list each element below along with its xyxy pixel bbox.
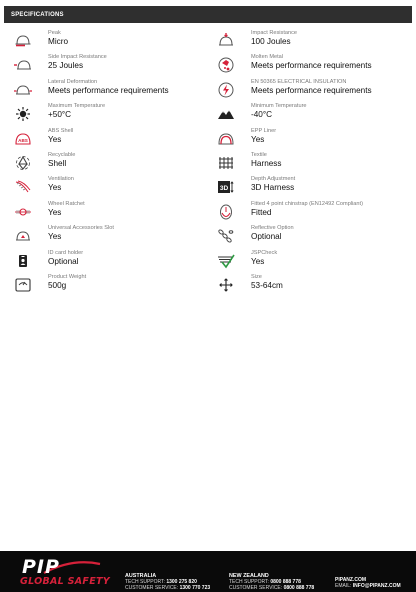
- spec-item-side-impact: [12, 54, 215, 78]
- spec-value: +50°C: [48, 110, 72, 120]
- epp-liner-icon: [215, 129, 237, 149]
- customer-service-number: 1300 770 723: [179, 585, 211, 591]
- spec-value: 25 Joules: [48, 61, 84, 71]
- contact-australia: [125, 573, 210, 591]
- spec-label: ID card holder: [48, 249, 84, 256]
- spec-label: Impact Resistance: [251, 30, 298, 36]
- abs-shell-icon: [12, 129, 34, 149]
- spec-item-wheel-ratchet: [12, 201, 215, 225]
- spec-label: Lateral Deformation: [48, 78, 98, 85]
- abs-badge: ABS: [18, 137, 28, 143]
- peak-helmet-icon: [12, 31, 34, 51]
- website-link[interactable]: PIPANZ.COM: [335, 577, 367, 583]
- spec-item-size: [215, 274, 404, 298]
- spec-value: 3D Harness: [251, 183, 295, 193]
- spec-value: 100 Joules: [251, 37, 291, 46]
- side-impact-helmet-icon: [12, 55, 34, 75]
- id-card-holder-icon: [12, 251, 34, 271]
- lateral-deformation-helmet-icon: [12, 80, 34, 100]
- spec-value: Meets performance requirements: [251, 85, 372, 95]
- mountain-cold-icon: [215, 104, 237, 124]
- spec-item-molten-metal: [215, 54, 404, 78]
- country-name: AUSTRALIA: [125, 573, 157, 579]
- spec-value: Optional: [251, 232, 282, 242]
- spec-value: Yes: [48, 207, 62, 217]
- spec-label: Universal Accessories Slot: [48, 225, 114, 232]
- pip-global-safety-logo: [20, 556, 116, 587]
- spec-item-jspcheck: [215, 250, 404, 274]
- reflective-chain-icon: [215, 226, 237, 246]
- spec-item-ventilation: [12, 176, 215, 200]
- spec-value: Yes: [251, 134, 265, 144]
- spec-label: EPP Liner: [251, 127, 277, 134]
- spec-value: Yes: [48, 183, 62, 193]
- tech-support-number: 1300 275 820: [166, 579, 197, 585]
- logo-brand-sub: GLOBAL SAFETY: [20, 576, 110, 587]
- spec-label: Size: [251, 273, 262, 280]
- spec-item-recyclable: [12, 152, 215, 176]
- spec-item-electrical-insulation: [215, 79, 404, 103]
- specifications-header: [4, 6, 412, 23]
- spec-value: -40°C: [251, 110, 273, 120]
- spec-label: ABS Shell: [48, 127, 74, 134]
- spec-item-textile: [215, 152, 404, 176]
- spec-label: Recyclable: [48, 151, 76, 158]
- customer-service-label: CUSTOMER SERVICE:: [125, 585, 179, 591]
- spec-value: Meets performance requirements: [48, 85, 169, 95]
- specifications-grid: [12, 30, 404, 298]
- spec-value: Yes: [48, 134, 62, 144]
- spec-value: Harness: [251, 158, 282, 168]
- tech-support-label: TECH SUPPORT:: [125, 579, 165, 585]
- textile-grid-icon: [215, 153, 237, 173]
- spec-label: Product Weight: [48, 273, 87, 280]
- spec-item-product-weight: [12, 274, 215, 298]
- specifications-title: SPECIFICATIONS: [11, 11, 64, 18]
- spec-value: Fitted: [251, 207, 272, 217]
- jsp-check-icon: [215, 251, 237, 271]
- recycle-icon: [12, 153, 34, 173]
- spec-item-impact-resistance: [215, 30, 404, 54]
- spec-item-chinstrap: [215, 201, 404, 225]
- spec-value: 53-64cm: [251, 280, 283, 290]
- spec-label: Reflective Option: [251, 225, 294, 232]
- spec-item-maximum-temperature: [12, 103, 215, 127]
- chinstrap-icon: [215, 202, 237, 222]
- spec-label: Molten Metal: [251, 54, 284, 61]
- customer-service-label: CUSTOMER SERVICE:: [229, 585, 283, 591]
- size-arrows-icon: [215, 275, 237, 295]
- molten-metal-icon: [215, 55, 237, 75]
- spec-item-epp-liner: [215, 128, 404, 152]
- sun-icon: [12, 104, 34, 124]
- spec-label: Minimum Temperature: [251, 103, 307, 110]
- spec-label: Depth Adjustment: [251, 176, 296, 183]
- spec-label: Wheel Ratchet: [48, 200, 85, 207]
- impact-resistance-helmet-icon: [215, 31, 237, 51]
- spec-value: Micro: [48, 37, 69, 46]
- ventilation-icon: [12, 177, 34, 197]
- spec-label: EN 50365 ELECTRICAL INSULATION: [251, 78, 347, 85]
- contact-web: [335, 577, 401, 589]
- depth-badge: 3D: [219, 185, 229, 193]
- spec-item-universal-accessories-slot: [12, 225, 215, 249]
- spec-value: Optional: [48, 256, 79, 266]
- footer: [0, 551, 416, 592]
- depth-adjustment-icon: [215, 177, 237, 197]
- spec-item-id-card-holder: [12, 250, 215, 274]
- spec-label: Peak: [48, 30, 61, 36]
- spec-label: Side Impact Resistance: [48, 54, 107, 61]
- spec-label: Maximum Temperature: [48, 103, 106, 110]
- spec-label: Ventilation: [48, 176, 74, 183]
- logo-brand: PIP: [22, 556, 60, 578]
- spec-label: Textile: [251, 151, 267, 158]
- spec-value: 500g: [48, 280, 67, 290]
- spec-value: Yes: [251, 256, 265, 266]
- spec-value: Yes: [48, 232, 62, 242]
- country-name: NEW ZEALAND: [229, 573, 269, 579]
- spec-label: Fitted 4 point chinstrap (EN12492 Compliant): [251, 200, 363, 207]
- email-label: EMAIL:: [335, 583, 352, 589]
- electrical-insulation-icon: [215, 80, 237, 100]
- contact-new-zealand: [229, 573, 314, 591]
- tech-support-number: 0800 888 778: [270, 579, 301, 585]
- spec-value: Meets performance requirements: [251, 61, 372, 71]
- email-link[interactable]: INFO@PIPANZ.COM: [352, 583, 401, 589]
- spec-item-peak: [12, 30, 215, 54]
- wheel-ratchet-icon: [12, 202, 34, 222]
- spec-item-reflective-option: [215, 225, 404, 249]
- spec-item-minimum-temperature: [215, 103, 404, 127]
- accessory-slot-helmet-icon: [12, 226, 34, 246]
- customer-service-number: 0800 888 778: [283, 585, 315, 591]
- spec-item-abs-shell: [12, 128, 215, 152]
- weight-scale-icon: [12, 275, 34, 295]
- spec-label: JSPCheck: [251, 249, 278, 256]
- spec-item-lateral-deformation: [12, 79, 215, 103]
- spec-item-depth-adjustment: [215, 176, 404, 200]
- spec-value: Shell: [48, 158, 67, 168]
- tech-support-label: TECH SUPPORT:: [229, 579, 269, 585]
